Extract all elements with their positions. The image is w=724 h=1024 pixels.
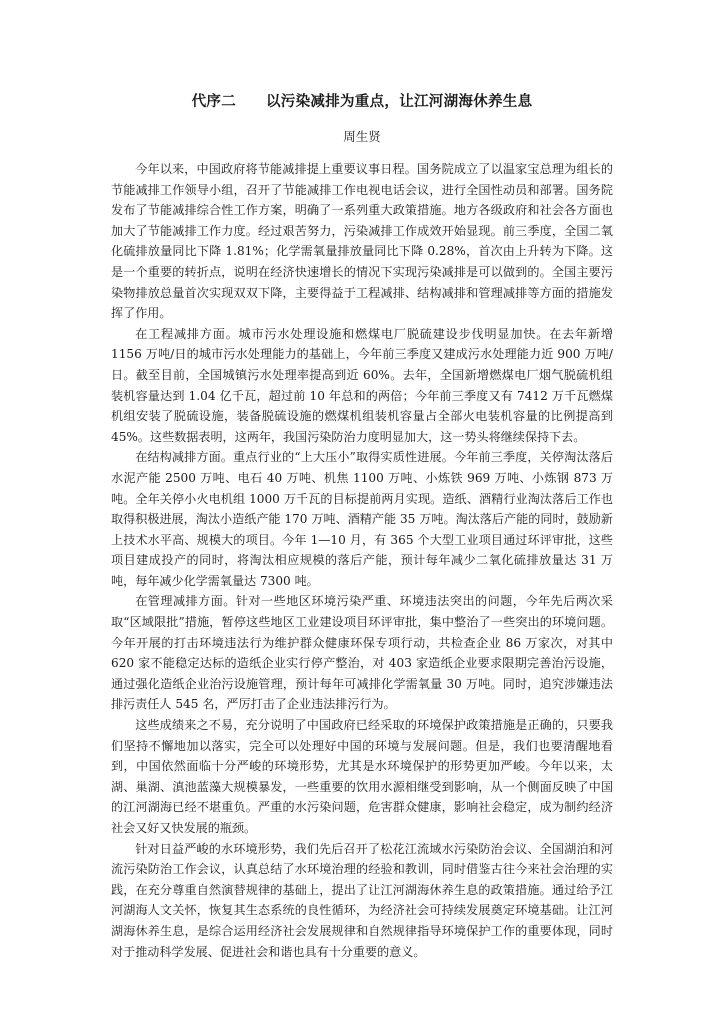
paragraph: 在管理减排方面。针对一些地区环境污染严重、环境违法突出的问题，今年先后两次采取“区域限批”措施，暂停这些地区工业建设项目环评审批，集中整治了一些突出的环境问题。今年开展的打击环境违法行为维护群众健康环保专项行动，共检查企业 86 万家次，对其中 620 家不能稳定达标的造纸企业实行停产整治，对 403 家造纸企业要求限期完善治污设施，通过强化造纸企业治污设施管理，预计每年可减排化学需氧量 30 万吨。同时，追究涉嫌违法排污责任人 545 名，严厉打击了企业违法排污行为。 — [111, 594, 613, 712]
paragraph: 针对日益严峻的水环境形势，我们先后召开了松花江流域水污染防治会议、全国湖泊和河流污染防治工作会议，认真总结了水环境治理的经验和教训，同时借鉴古往今来社会治理的实践，在充分尊重自然演替规律的基础上，提出了让江河湖海休养生息的政策措施。通过给予江河湖海人文关怀，恢复其生态系统的良性循环，为经济社会可持续发展奠定环境基础。让江河湖海休养生息，是综合运用经济社会发展规律和自然规律指导环境保护工作的重要体现，同时对于推动科学发展、促进社会和谐也具有十分重要的意义。 — [111, 841, 613, 959]
title-main: 以污染减排为重点，让江河湖海休养生息 — [266, 93, 533, 110]
page-title — [0, 90, 724, 111]
body-text — [111, 159, 613, 962]
paragraph: 在结构减排方面。重点行业的“上大压小”取得实质性进展。今年前三季度，关停淘汰落后水泥产能 2500 万吨、电石 40 万吨、机焦 1100 万吨、小炼铁 969 万吨、小炼钢 873 万吨。全年关停小火电机组 1000 万千瓦的目标提前两月实现。造纸、酒精行业淘汰落后工作也取得积极进展，淘汰小造纸产能 170 万吨、酒精产能 35 万吨。淘汰落后产能的同时，鼓励新上技术水平高、规模大的项目。今年 1—10 月，有 365 个大型工业项目通过环评审批，这些项目建成投产的同时，将淘汰相应规模的落后产能，预计每年减少二氧化硫排放量达 31 万吨，每年减少化学需氧量达 7300 吨。 — [111, 450, 613, 588]
paragraph: 在工程减排方面。城市污水处理设施和燃煤电厂脱硫建设步伐明显加快。在去年新增 1156 万吨/日的城市污水处理能力的基础上，今年前三季度又建成污水处理能力近 900 万吨/日。截至目前，全国城镇污水处理率提高到近 60%。去年，全国新增燃煤电厂烟气脱硫机组装机容量达到 1.04 亿千瓦，超过前 10 年总和的两倍；今年前三季度又有 7412 万千瓦燃煤机组安装了脱硫设施，装备脱硫设施的燃煤机组装机容量占全部火电装机容量的比例提高到 45%。这些数据表明，这两年，我国污染防治力度明显加大，这一势头将继续保持下去。 — [111, 326, 613, 444]
title-prefix: 代序二 — [191, 93, 236, 110]
author-name: 周生贤 — [343, 129, 381, 144]
paragraph: 这些成绩来之不易，充分说明了中国政府已经采取的环境保护政策措施是正确的，只要我们坚持不懈地加以落实，完全可以处理好中国的环境与发展问题。但是，我们也要清醒地看到，中国依然面临十分严峻的环境形势，尤其是水环境保护的形势更加严峻。今年以来，太湖、巢湖、滇池蓝藻大规模暴发，一些重要的饮用水源相继受到影响，从一个侧面反映了中国的江河湖海已经不堪重负。严重的水污染问题，危害群众健康，影响社会稳定，成为制约经济社会又好又快发展的瓶颈。 — [111, 718, 613, 835]
paragraph: 今年以来，中国政府将节能减排提上重要议事日程。国务院成立了以温家宝总理为组长的节能减排工作领导小组，召开了节能减排工作电视电话会议，进行全国性动员和部署。国务院发布了节能减排综合性工作方案，明确了一系列重大政策措施。地方各级政府和社会各方面也加大了节能减排工作力度。经过艰苦努力，污染减排工作成效开始显现。前三季度，全国二氧化硫排放量同比下降 1.81%；化学需氧量排放量同比下降 0.28%，首次由上升转为下降。这是一个重要的转折点，说明在经济快速增长的情况下实现污染减排是可以做到的。全国主要污染物排放总量首次实现双双下降，主要得益于工程减排、结构减排和管理减排等方面的措施发挥了作用。 — [111, 162, 613, 321]
